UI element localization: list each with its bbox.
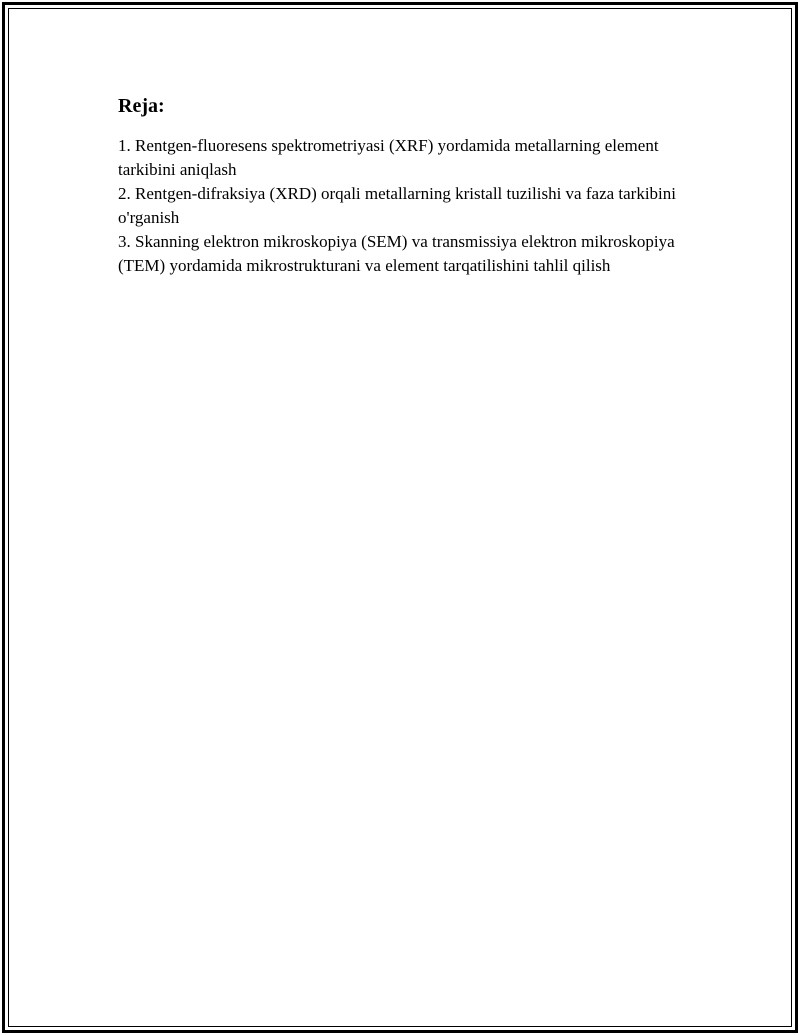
document-body: [118, 94, 698, 278]
plan-item-1: 1. Rentgen-fluoresens spektrometriyasi (XRF) yordamida metallarning element tarkibini aniqlash: [118, 136, 659, 179]
plan-heading: Reja:: [118, 95, 165, 117]
plan-list: [118, 134, 698, 278]
plan-item-3: 3. Skanning elektron mikroskopiya (SEM) va transmissiya elektron mikroskopiya (TEM) yordamida mikrostrukturani va element tarqatilishini tahlil qilish: [118, 232, 675, 275]
plan-item-2: 2. Rentgen-difraksiya (XRD) orqali metallarning kristall tuzilishi va faza tarkibini o'rganish: [118, 184, 677, 227]
